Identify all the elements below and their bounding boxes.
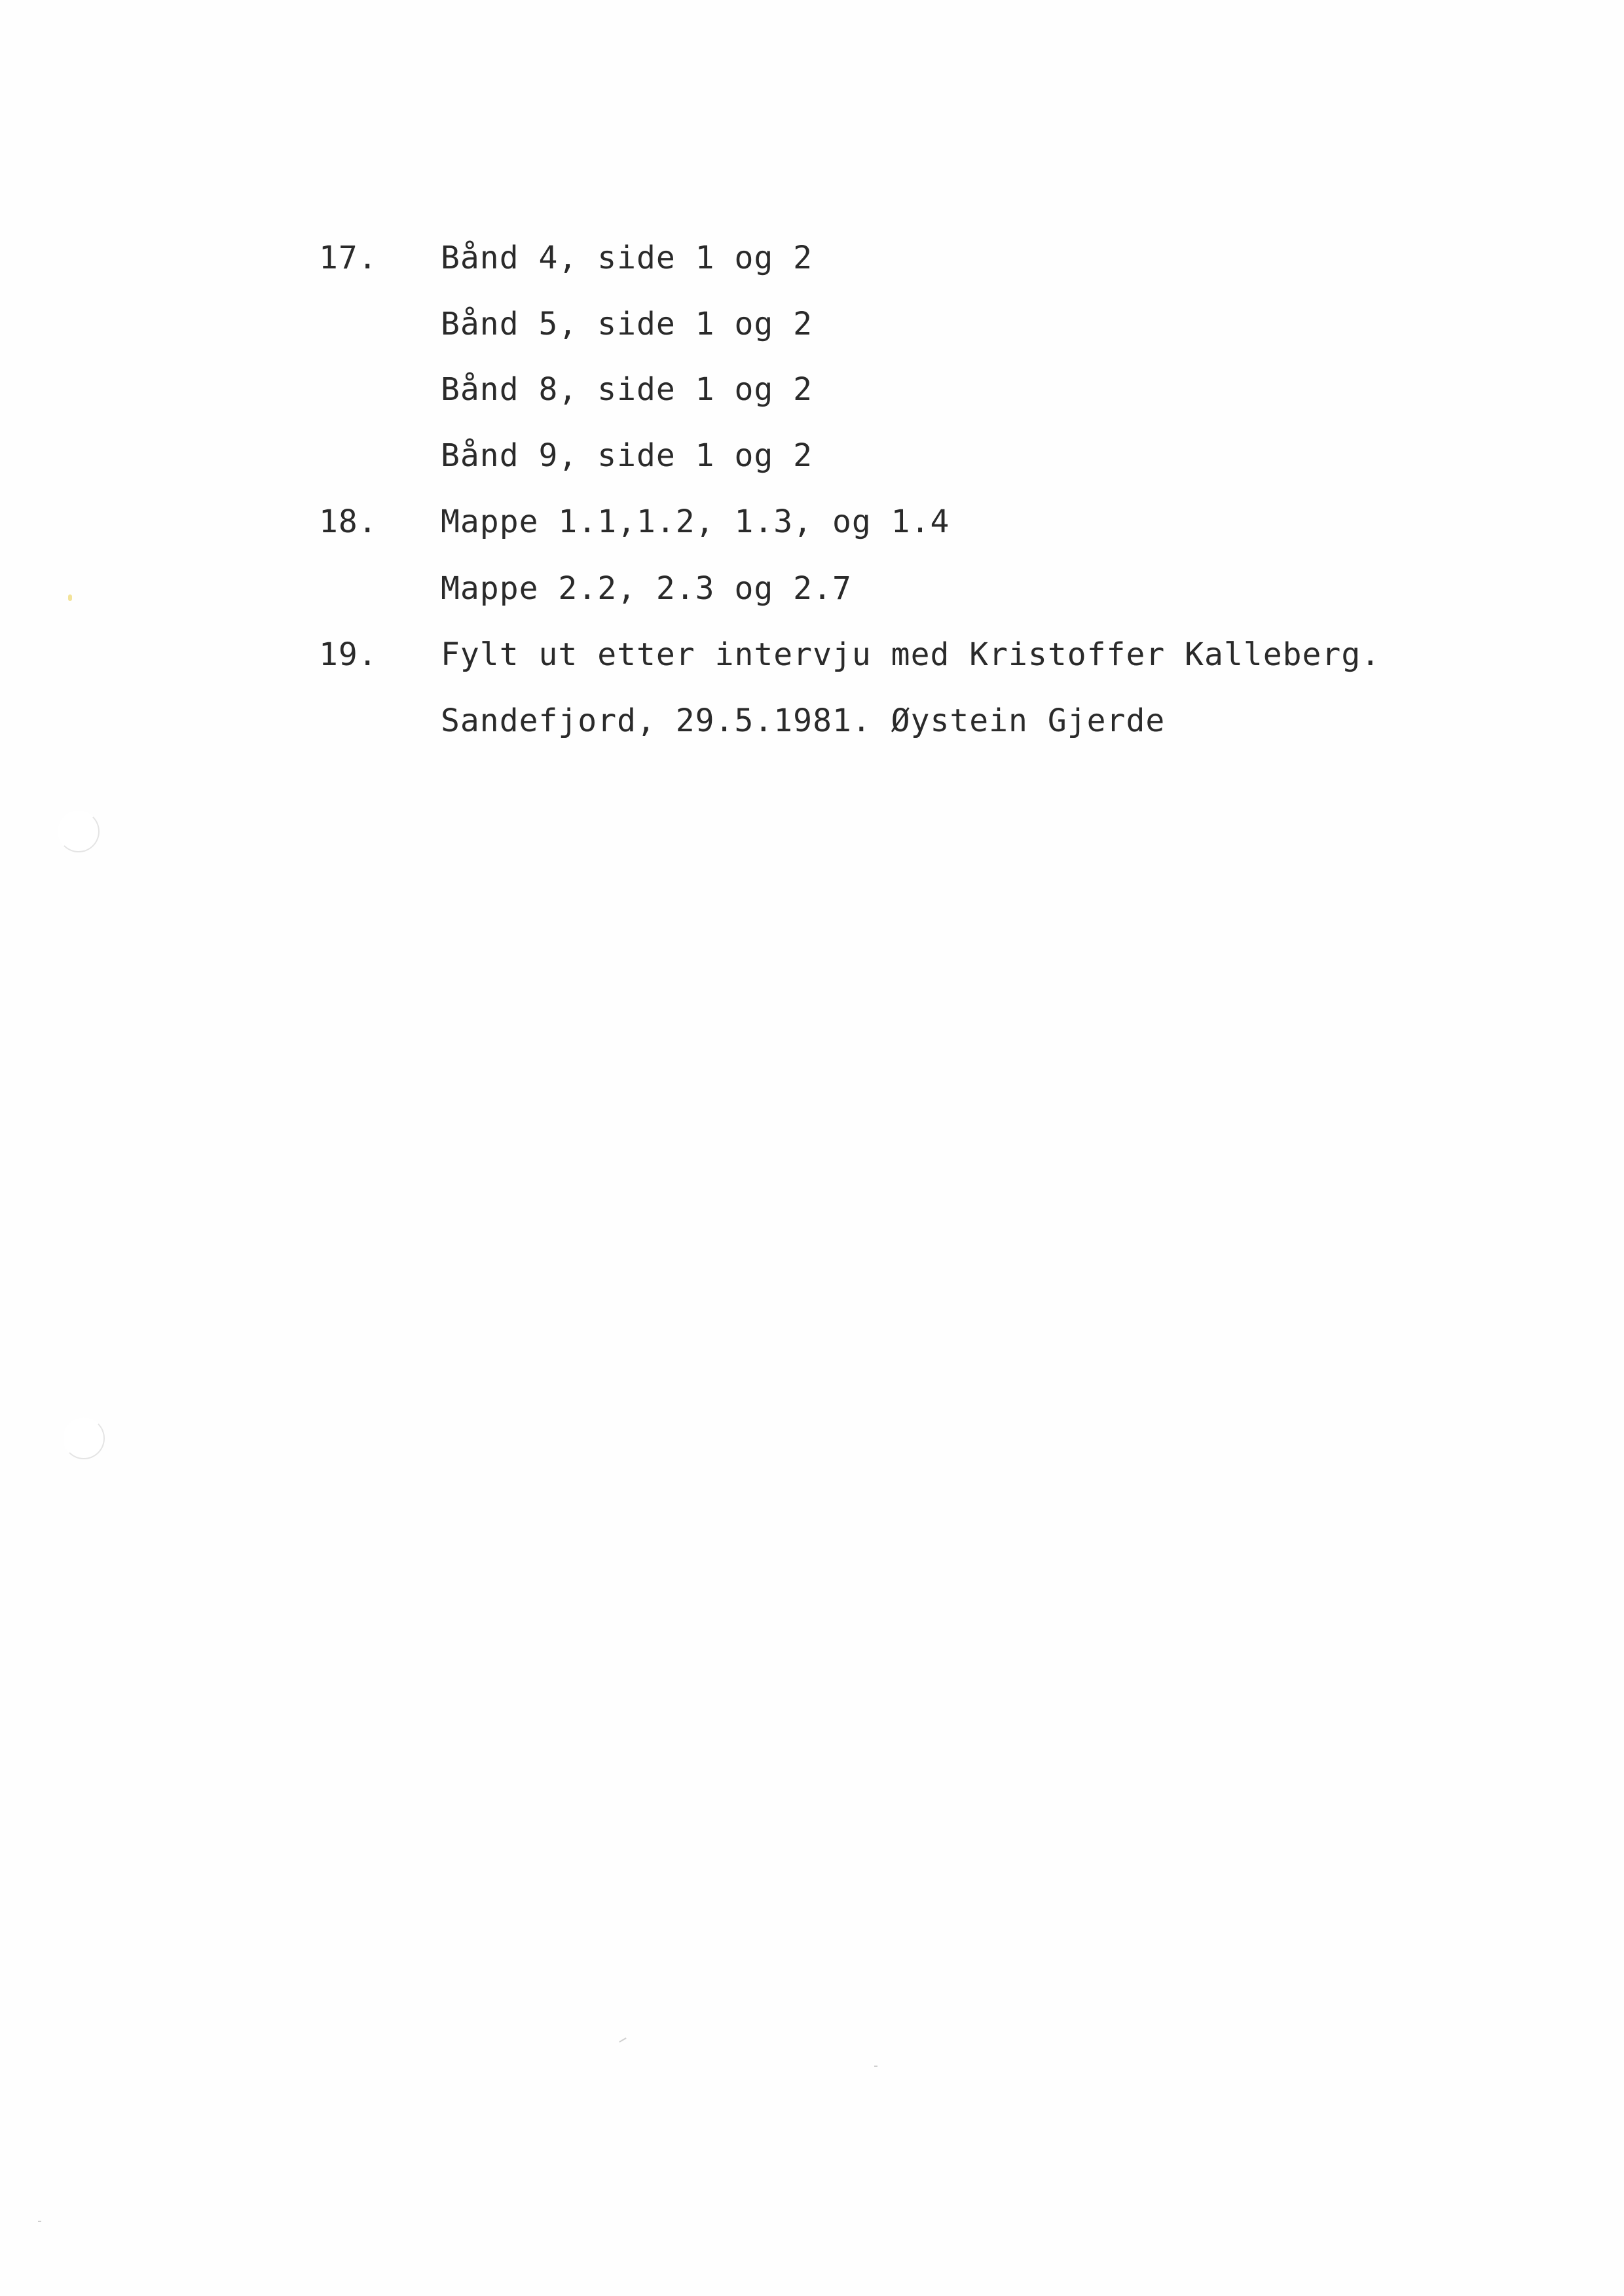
paper-mark [874, 2066, 877, 2067]
entry-line: Fylt ut etter intervju med Kristoffer Kalleberg. [441, 636, 1381, 673]
entry-line: Bånd 8, side 1 og 2 [441, 371, 813, 408]
entry-line: Bånd 9, side 1 og 2 [441, 437, 813, 474]
paper-mark [619, 2037, 626, 2043]
entry-line: Bånd 4, side 1 og 2 [441, 240, 813, 276]
entry-line: Bånd 5, side 1 og 2 [441, 306, 813, 342]
entry-number: 18. [319, 503, 378, 540]
entry-line: Mappe 2.2, 2.3 og 2.7 [441, 570, 852, 607]
punch-hole [63, 1417, 105, 1459]
punch-hole [58, 811, 100, 852]
entry-line: Mappe 1.1,1.2, 1.3, og 1.4 [441, 503, 950, 540]
entry-line: Sandefjord, 29.5.1981. Øystein Gjerde [441, 702, 1166, 739]
entry-number: 19. [319, 636, 378, 673]
paper-mark [38, 2221, 41, 2222]
paper-speck [68, 594, 72, 601]
entry-number: 17. [319, 240, 378, 276]
